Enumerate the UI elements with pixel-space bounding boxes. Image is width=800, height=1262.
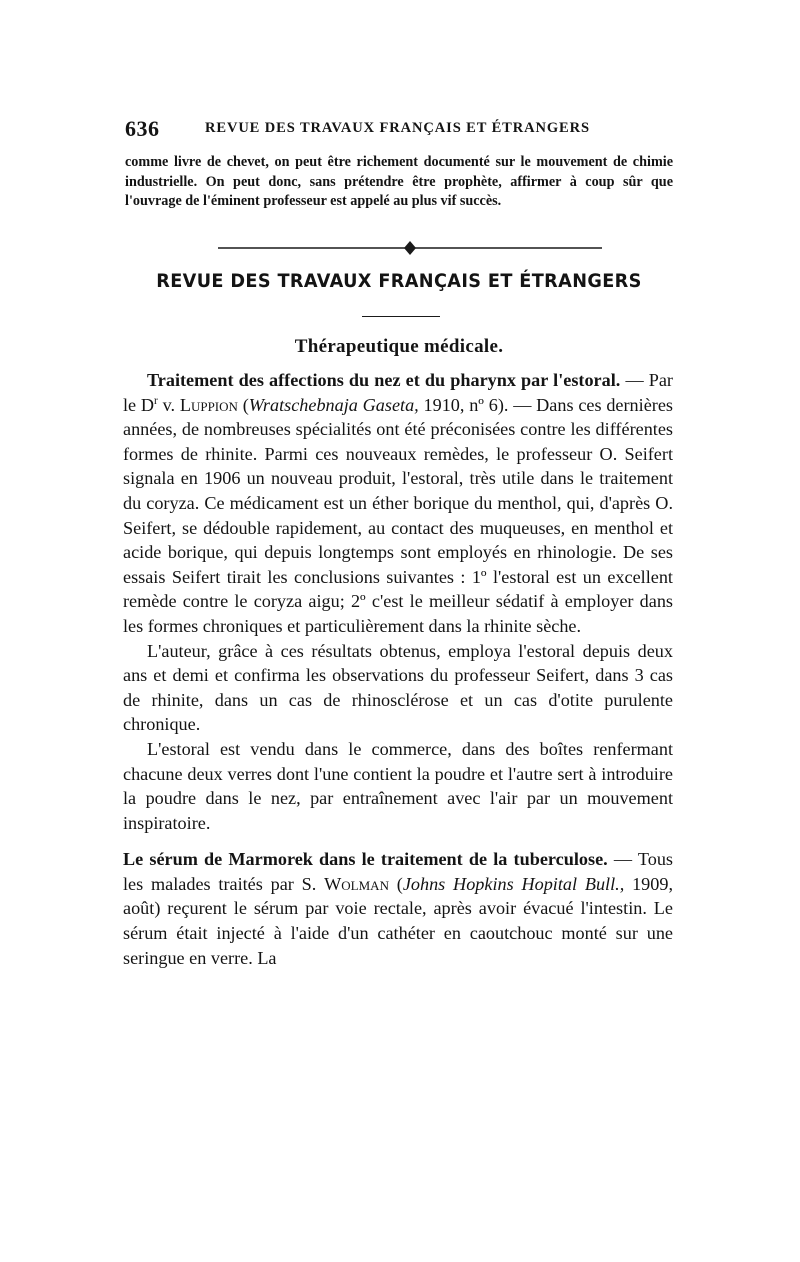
ornamental-divider <box>218 238 602 258</box>
running-head-title: REVUE DES TRAVAUX FRANÇAIS ET ÉTRANGERS <box>205 120 590 136</box>
article-1-source-ref: 1910, nº 6). — <box>418 394 537 415</box>
section-title: REVUE DES TRAVAUX FRANÇAIS ET ÉTRANGERS <box>156 270 642 292</box>
article-2-title: Le sérum de Marmorek dans le traitement de la tuberculose. <box>123 849 608 870</box>
article-1-title: Traitement des affections du nez et du pharynx par l'estoral. <box>147 370 621 390</box>
article-1-paragraph-1 <box>123 368 673 639</box>
article-1-paragraph-3: L'estoral est vendu dans le commerce, dans des boîtes renfermant chacune deux verres dont l'une contient la poudre et l'autre sert à introduire la poudre dans le nez, par entraînement avec l'air par un mouvement inspiratoire. <box>123 738 673 833</box>
page-number: 636 <box>125 116 160 141</box>
article-body <box>123 368 673 970</box>
article-1-source-open: ( <box>237 394 249 415</box>
article-2-source-open: ( <box>388 873 403 894</box>
article-2-author: Wolman <box>324 873 389 894</box>
article-1-author: Luppion <box>179 394 238 415</box>
article-1-byline-prefix: — Par le D <box>123 370 673 415</box>
article-2-paragraph-1 <box>123 847 673 970</box>
article-1-paragraph-2: L'auteur, grâce à ces résultats obtenus, employa l'estoral depuis deux ans et demi et confirma les observations du professeur Seifert, dans 3 cas de rhinite, dans un cas de rhinosclérose et un cas d'otite purulente chronique. <box>123 640 673 735</box>
subsection-title: Thérapeutique médicale. <box>294 336 504 357</box>
article-1-byline-v: v. <box>157 394 180 415</box>
article-2-byline-prefix: — Tous les malades traités par S. <box>123 849 674 894</box>
article-2-source: Johns Hopkins Hopital Bull., <box>402 873 625 894</box>
previous-article-ending: comme livre de chevet, on peut être richement documenté sur le mouvement de chimie industrielle. On peut donc, sans prétendre être prophète, affirmer à coup sûr que l'ouvrage de l'éminent professeur est appelé au plus vif succès. <box>125 154 673 209</box>
article-2-text: 1909, août) reçurent le sérum par voie rectale, après avoir évacué l'intestin. Le sérum était injecté à l'aide d'un cathéter en caoutchouc monté sur une seringue en verre. La <box>123 873 673 968</box>
running-head <box>125 116 673 140</box>
short-rule-divider <box>362 316 440 317</box>
doctor-abbrev-sup: r <box>154 394 158 407</box>
article-1-source: Wratschebnaja Gaseta, <box>248 394 419 415</box>
article-1-text: Dans ces dernières années, de nombreuses spécialités ont été préconisées contre les différentes formes de rhinite. Parmi ces nouveaux remèdes, le professeur O. Seifert signala en 1906 un nouveau produit, l'estoral, très utile dans le traitement du coryza. Ce médicament est un éther borique du menthol, qui, d'après O. Seifert, se dédouble rapidement, au contact des muqueuses, en menthol et acide borique, qui depuis longtemps sont employés en rhinologie. De ses essais Seifert tirait les conclusions suivantes : 1º l'estoral est un excellent remède contre le coryza aigu; 2º c'est le meilleur sédatif à employer dans les formes chroniques et particulièrement dans la rhinite sèche. <box>123 394 673 636</box>
